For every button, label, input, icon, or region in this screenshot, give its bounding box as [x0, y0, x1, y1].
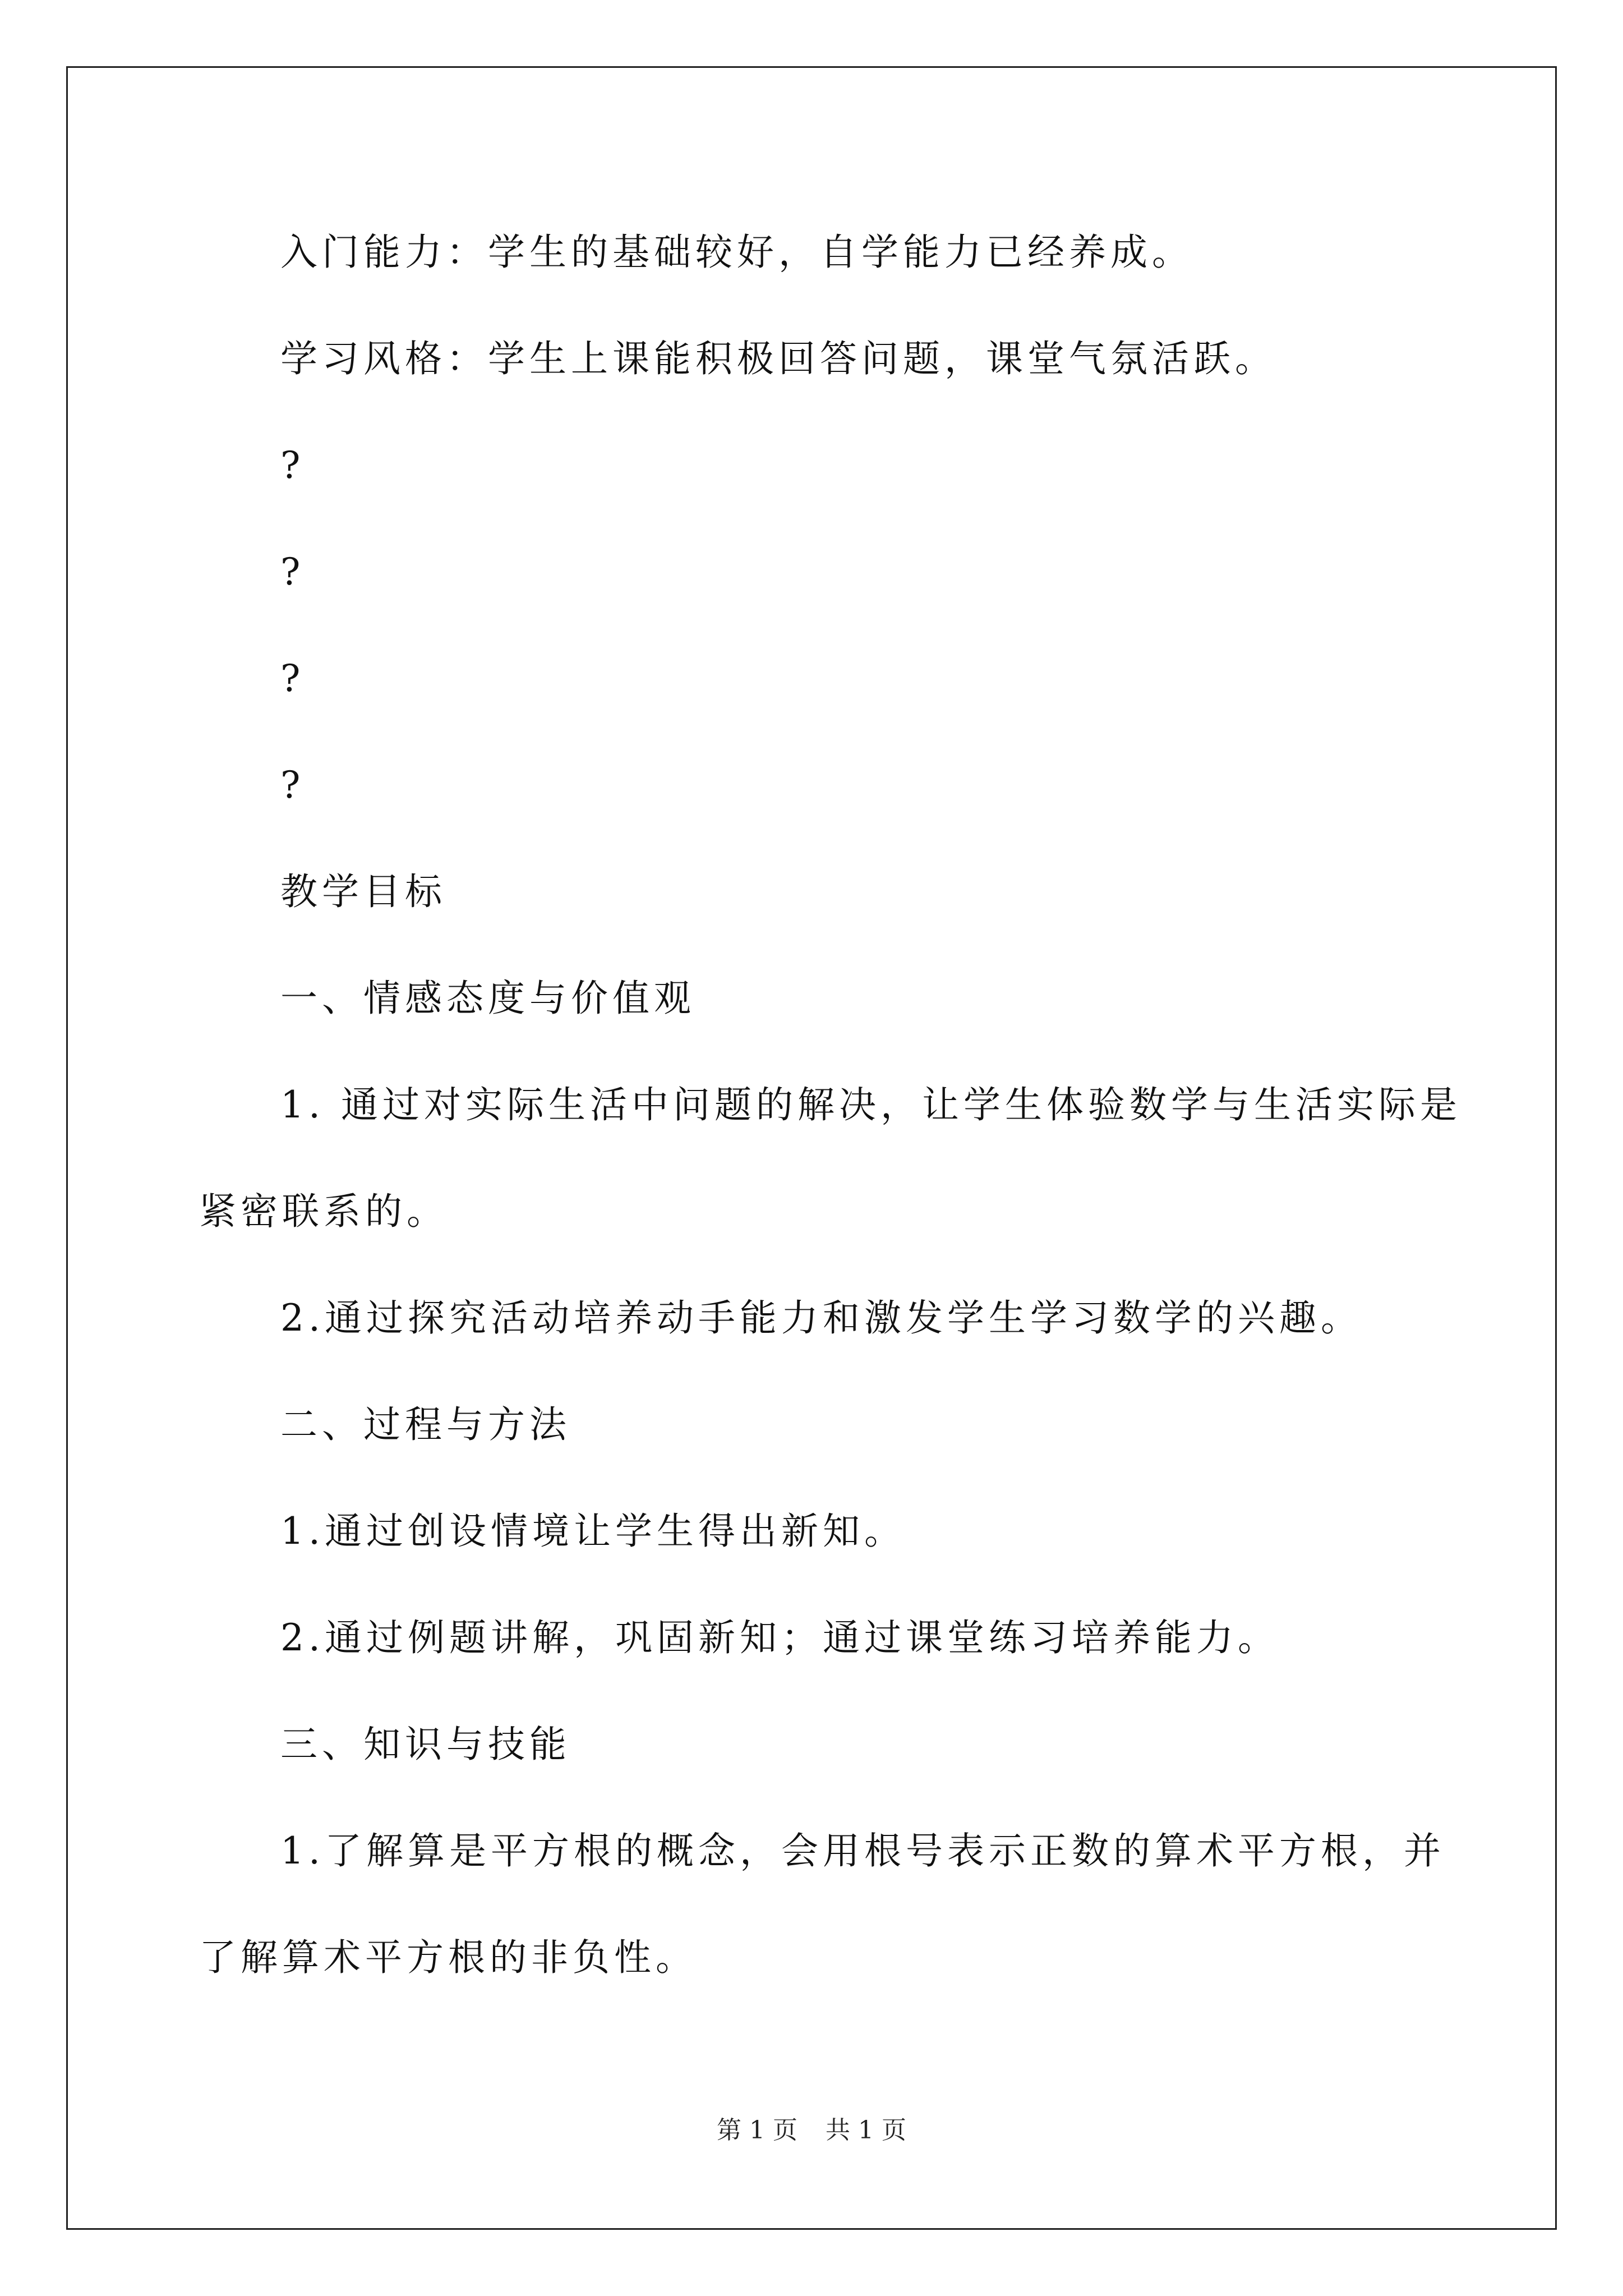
page-footer: [0, 2115, 1623, 2146]
subheading-process-method: 二、过程与方法: [280, 1403, 571, 1446]
subheading-knowledge-skill: 三、知识与技能: [280, 1723, 571, 1766]
paragraph-learning-style: 学习风格：学生上课能积极回答问题，课堂气氛活跃。: [280, 337, 1276, 380]
placeholder-mark: ?: [280, 657, 305, 700]
paragraph-goal-1-1-cont: 紧密联系的。: [199, 1190, 448, 1233]
page-total: 共 1 页: [826, 2116, 906, 2145]
placeholder-mark: ?: [280, 763, 305, 807]
section-heading-teaching-goals: 教学目标: [280, 870, 446, 913]
paragraph-goal-3-1: 1.了解算是平方根的概念，会用根号表示正数的算术平方根，并: [280, 1829, 1445, 1872]
paragraph-goal-2-1: 1.通过创设情境让学生得出新知。: [280, 1510, 906, 1553]
placeholder-mark: ?: [280, 550, 305, 593]
subheading-emotion-attitude: 一、情感态度与价值观: [280, 977, 695, 1020]
paragraph-goal-1-1: 1. 通过对实际生活中问题的解决，让学生体验数学与生活实际是: [280, 1083, 1461, 1126]
placeholder-mark: ?: [280, 444, 305, 487]
paragraph-goal-2-2: 2.通过例题讲解，巩固新知；通过课堂练习培养能力。: [280, 1616, 1279, 1659]
page-number: 第 1 页: [717, 2116, 797, 2145]
paragraph-goal-3-1-cont: 了解算术平方根的非负性。: [199, 1936, 697, 1979]
paragraph-entry-ability: 入门能力：学生的基础较好，自学能力已经养成。: [280, 231, 1193, 274]
paragraph-goal-1-2: 2.通过探究活动培养动手能力和激发学生学习数学的兴趣。: [280, 1296, 1362, 1340]
page-border: [66, 66, 1557, 2230]
